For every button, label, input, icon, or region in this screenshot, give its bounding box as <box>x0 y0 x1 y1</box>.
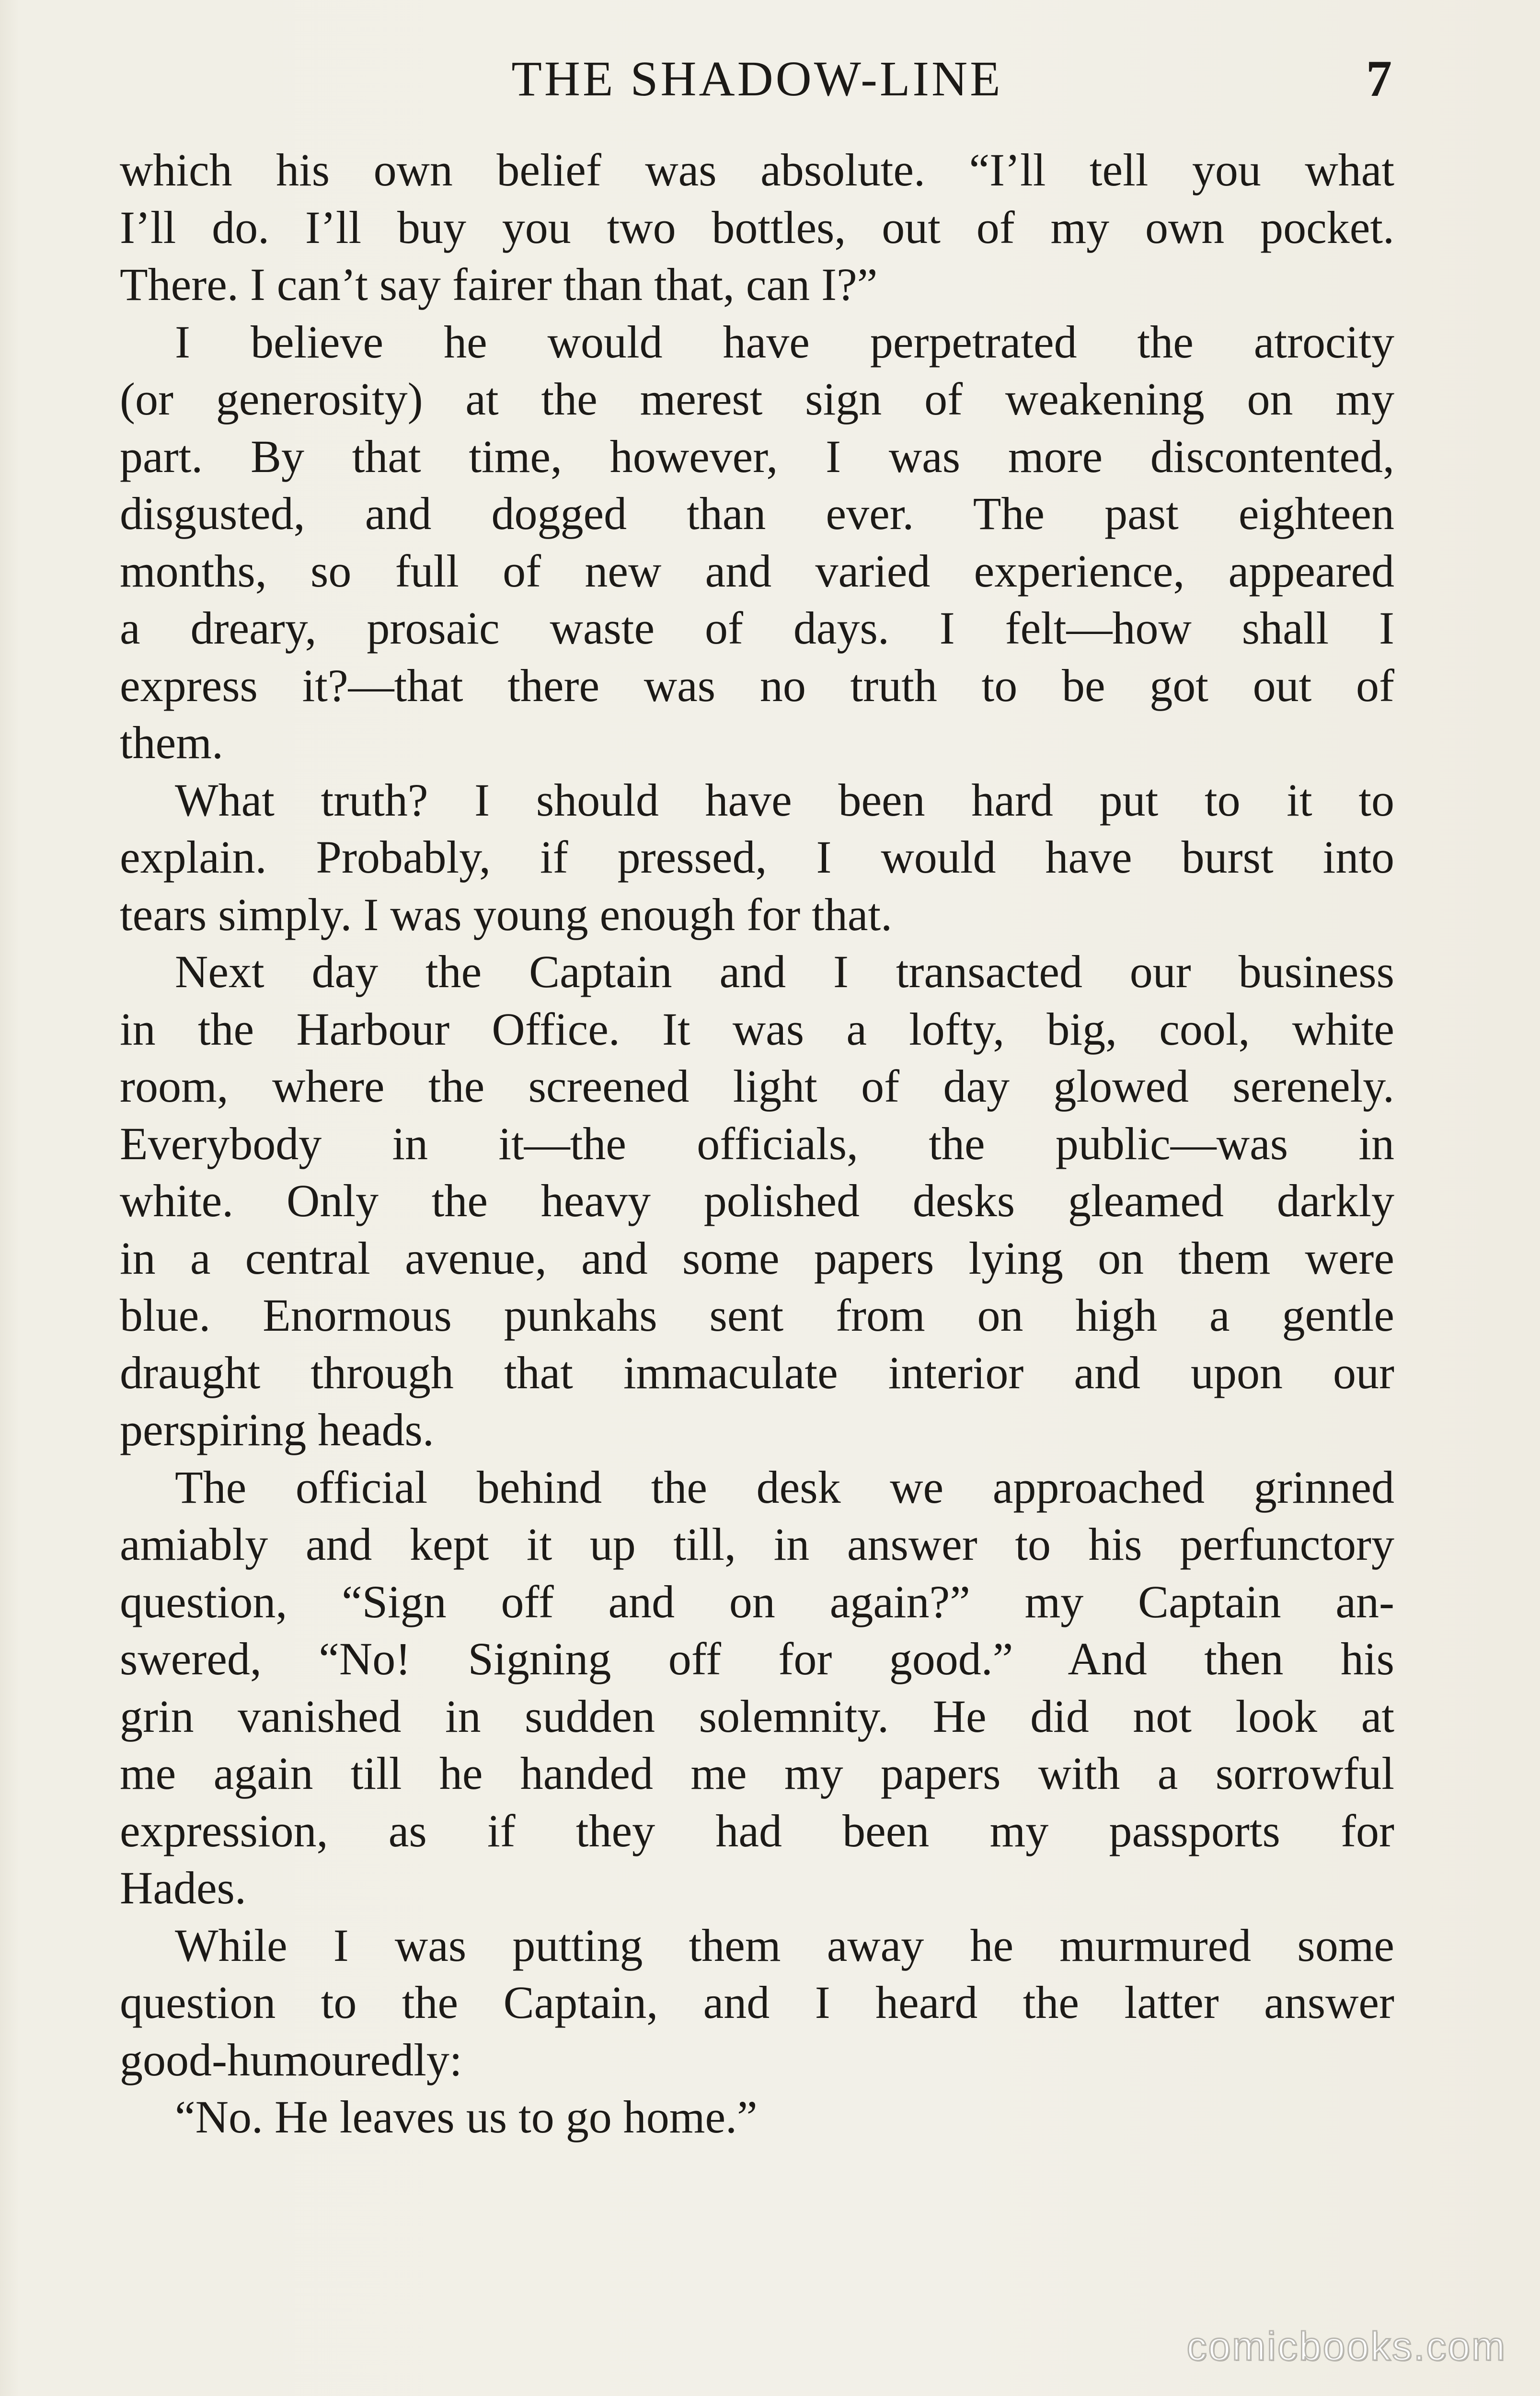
page-header <box>122 46 1392 113</box>
text-line: months, so full of new and varied experience, appeared <box>120 545 1394 597</box>
text-line: Hades. <box>120 1862 246 1913</box>
text-line: blue. Enormous punkahs sent from on high a gentle <box>120 1290 1394 1341</box>
text-line: me again till he handed me my papers with a sorrowful <box>120 1748 1394 1799</box>
text-line: good-humouredly: <box>120 2034 462 2085</box>
body-text <box>120 141 1394 2146</box>
text-line: “No. He leaves us to go home.” <box>175 2091 758 2143</box>
text-line: What truth? I should have been hard put to it to <box>175 774 1394 826</box>
text-line: white. Only the heavy polished desks gleamed darkly <box>120 1175 1394 1226</box>
text-line: amiably and kept it up till, in answer to his perfunctory <box>120 1519 1394 1570</box>
text-line: them. <box>120 717 223 768</box>
text-line: Everybody in it—the officials, the public—was in <box>120 1117 1394 1169</box>
text-line: Next day the Captain and I transacted our business <box>175 946 1394 997</box>
text-line: question to the Captain, and I heard the latter answer <box>120 1977 1394 2028</box>
text-line: draught through that immaculate interior and upon our <box>120 1347 1394 1398</box>
text-line: grin vanished in sudden solemnity. He did not look at <box>120 1690 1394 1742</box>
text-line: room, where the screened light of day glowed serenely. <box>120 1060 1394 1112</box>
text-line: tears simply. I was young enough for that. <box>120 888 893 940</box>
text-line: question, “Sign off and on again?” my Captain an- <box>120 1576 1394 1627</box>
running-title: THE SHADOW-LINE <box>511 51 1003 106</box>
watermark: comicbooks.com <box>1186 2324 1506 2369</box>
text-line: a dreary, prosaic waste of days. I felt—how shall I <box>120 602 1394 654</box>
text-line: in the Harbour Office. It was a lofty, big, cool, white <box>120 1003 1394 1055</box>
text-line: part. By that time, however, I was more discontented, <box>120 430 1394 482</box>
text-line: (or generosity) at the merest sign of weakening on my <box>120 373 1394 425</box>
text-line: swered, “No! Signing off for good.” And then his <box>120 1633 1394 1684</box>
text-line: disgusted, and dogged than ever. The past eighteen <box>120 488 1394 539</box>
text-line: explain. Probably, if pressed, I would have burst into <box>120 831 1394 883</box>
text-line: expression, as if they had been my passports for <box>120 1805 1394 1856</box>
text-line: There. I can’t say fairer than that, can I?” <box>120 259 878 310</box>
text-line: I’ll do. I’ll buy you two bottles, out of my own pocket. <box>120 201 1394 253</box>
text-line: which his own belief was absolute. “I’ll tell you what <box>120 144 1394 196</box>
text-line: The official behind the desk we approached grinned <box>175 1461 1394 1513</box>
text-line: I believe he would have perpetrated the atrocity <box>175 316 1394 368</box>
page-number: 7 <box>1366 50 1392 107</box>
text-line: perspiring heads. <box>120 1404 434 1455</box>
text-line: express it?—that there was no truth to be got out of <box>120 659 1394 711</box>
text-line: While I was putting them away he murmured some <box>175 1919 1394 1971</box>
text-line: in a central avenue, and some papers lying on them were <box>120 1232 1394 1284</box>
